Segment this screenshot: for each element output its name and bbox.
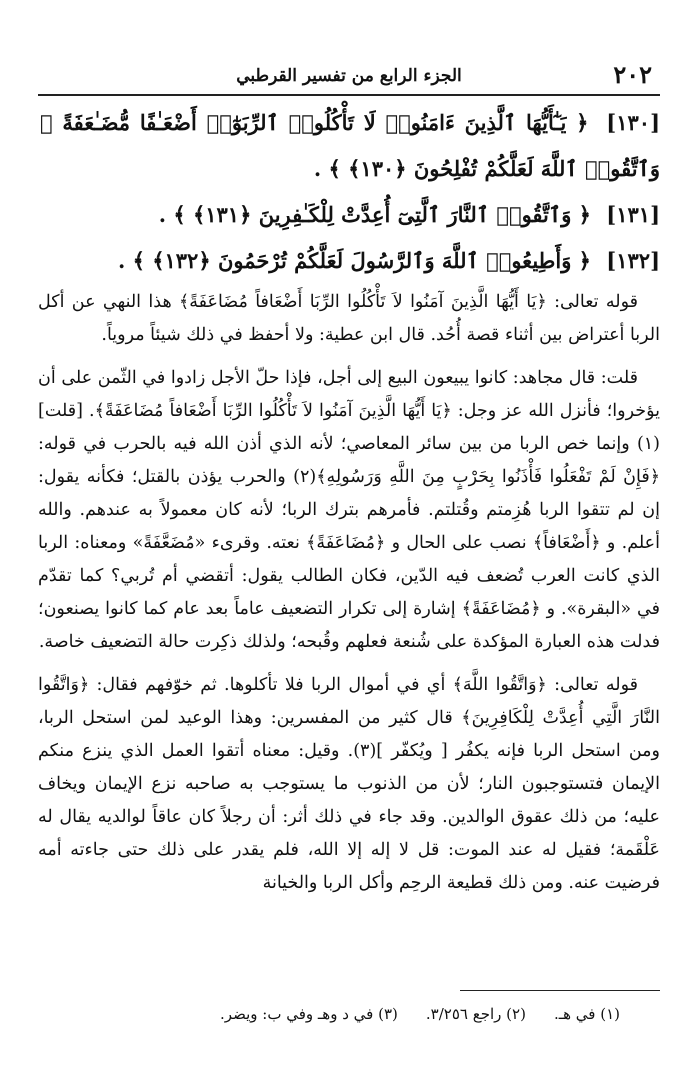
footnote: (٣) في د وهـ وفي ب: ويضر. — [220, 1005, 398, 1023]
footnotes — [38, 990, 660, 1023]
verse-131 — [40, 192, 660, 238]
paragraph: قوله تعالى: ﴿يَا أَيُّهَا الَّذِينَ آمَنُوا لاَ تَأْكُلُوا الرِّبَا أَضْعَافاً مُضَاعَفَةً﴾ هذا النهي عن أكل الربا أعتراض بين أثناء قصة أُحُد. قال ابن عطية: ولا أحفظ في ذلك شيئاً مروياً. — [38, 292, 660, 345]
verse-text: ﴿ وَٱتَّقُوا۟ ٱلنَّارَ ٱلَّتِىٓ أُعِدَّتْ لِلْكَـٰفِرِينَ ﴿١٣١﴾ ﴾ . — [158, 202, 591, 227]
page-number: ٢٠٢ — [613, 60, 652, 89]
page-header — [38, 60, 660, 96]
commentary-body — [38, 286, 660, 910]
running-title: الجزء الرابع من تفسير القرطبي — [236, 66, 462, 86]
verse-number: [١٣١] — [606, 202, 660, 227]
paragraph: قوله تعالى: ﴿وَاتَّقُوا اللَّهَ﴾ أي في أموال الربا فلا تأكلوها. ثم خوّفهم فقال: ﴿وَاتَّقُوا النَّارَ الَّتِي أُعِدَّتْ لِلْكَافِرِينَ﴾ قال كثير من المفسرين: وهذا الوعيد لمن استحل الربا، ومن استحل الربا فإنه يكفُر [ ويُكفّر ](٣). وقيل: معناه أتقوا العمل الذي ينزع منكم الإيمان فتستوجبون النار؛ لأن من الذنوب ما يستوجب به صاحبه نزع الإيمان ويخاف عليه؛ من ذلك عقوق الوالدين. وقد جاء في ذلك أثر: أن رجلاً كان عاقاً لوالديه يقال له عَلْقَمة؛ فقيل له عند الموت: قل لا إله إلا الله، فلم يقدر على ذلك حتى جاءته أمه فرضيت عنه. ومن ذلك قطيعة الرحِم وأكل الربا والخيانة — [38, 675, 660, 893]
footnote: (٢) راجع ٣/٢٥٦. — [425, 1005, 526, 1023]
paragraph: قلت: قال مجاهد: كانوا يبيعون البيع إلى أجل، فإذا حلّ الأجل زادوا في الثّمن على أن يؤخروا؛ فأنزل الله عز وجل: ﴿يَا أَيُّهَا الَّذِينَ آمَنُوا لاَ تَأْكُلُوا الرِّبَا أَضْعَافاً مُضَاعَفَةً﴾. [قلت](١) وإنما خص الربا من بين سائر المعاصي؛ لأنه الذي أذن الله فيه بالحرب في قوله: ﴿فَإِنْ لَمْ تَفْعَلُوا فَأْذَنُوا بِحَرْبٍ مِنَ اللَّهِ وَرَسُولِهِ﴾(٢) والحرب يؤذن بالقتل؛ فكأنه يقول: إن لم تتقوا الربا هُزِمتم وقُتلتم. فأمرهم بترك الربا؛ لأنه كان معمولاً به عندهم. والله أعلم. و ﴿أَضْعَافاً﴾ نصب على الحال و ﴿مُضَاعَفَةً﴾ نعته. وقرىء «مُضَعَّفَةً» ومعناه: الربا الذي كانت العرب تُضعف فيه الدّين، فكان الطالب يقول: أتقضي أم تُربي؟ كما تقدّم في «البقرة». و ﴿مُضَاعَفَةً﴾ إشارة إلى تكرار التضعيف عاماً بعد عام كما كانوا يصنعون؛ فدلت هذه العبارة المؤكدة على شُنعة فعلهم وقُبحه؛ ولذلك ذكِرت حالة التضعيف خاصة. — [38, 368, 660, 652]
verse-132 — [40, 238, 660, 284]
verse-number: [١٣٠] — [606, 110, 661, 135]
verse-text: ﴿ وَأَطِيعُوا۟ ٱللَّهَ وَٱلرَّسُولَ لَعَلَّكُمْ تُرْحَمُونَ ﴿١٣٢﴾ ﴾ . — [117, 248, 591, 273]
verse-number: [١٣٢] — [606, 248, 660, 273]
footnote: (١) في هـ. — [553, 1005, 620, 1023]
verse-text: ﴿ يَـٰٓأَيُّهَا ٱلَّذِينَ ءَامَنُوا۟ لَا تَأْكُلُوا۟ ٱلرِّبَوٰٓا۟ أَضْعَـٰفًا مُّضَـٰعَفَةً ۖ وَٱتَّقُوا۟ ٱللَّهَ لَعَلَّكُمْ تُفْلِحُونَ ﴿١٣٠﴾ ﴾ . — [40, 110, 660, 181]
verse-130 — [40, 100, 660, 192]
quran-verses — [40, 100, 660, 284]
